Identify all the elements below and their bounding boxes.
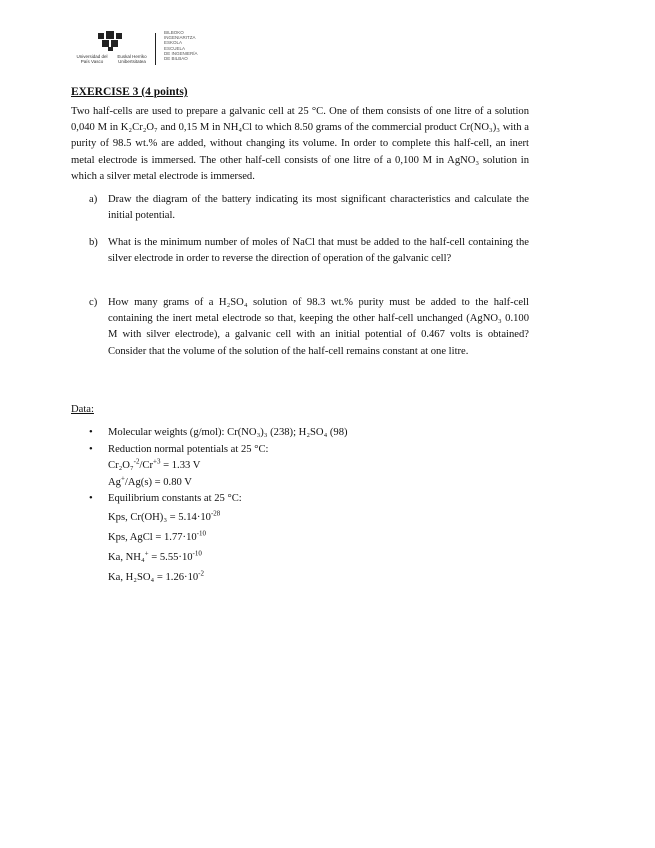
equilibrium-constants-heading: Equilibrium constants at 25 °C:	[108, 493, 242, 504]
question-text: What is the minimum number of moles of NaCl that must be added to the half-cell containing the silver electrode in order to reverse the direction of operation of the galvanic cell?	[108, 237, 529, 265]
question-label: b)	[89, 237, 98, 248]
list-item	[89, 528, 529, 548]
question-label: c)	[89, 297, 98, 308]
logo-caption-right: Euskal Herriko Unibertsitatea	[117, 54, 147, 64]
data-heading: Data:	[71, 404, 94, 415]
list-item	[89, 548, 529, 568]
data-list	[89, 425, 529, 588]
bullet-icon: •	[89, 493, 93, 504]
school-name: BILBOKO INGENIARITZA ESKOLA ESCUELA DE INGENIERÍA DE BILBAO	[164, 30, 198, 62]
ka-sulfuric-acid: Ka, $H_2SO_4 = 1.26\cdot 10^{-2}$	[108, 568, 205, 583]
potential-silver: Ag+/Ag(s) = 0.80 V	[108, 473, 192, 488]
exercise-title: EXERCISE 3 (4 points)	[71, 86, 188, 98]
question-b	[89, 235, 529, 267]
list-item	[89, 425, 529, 442]
list-item	[89, 475, 529, 492]
potential-dichromate: $Cr_2O_7^{-2}/Cr^{+3} = 1.33$ V	[108, 457, 201, 471]
list-item	[89, 491, 529, 508]
ka-ammonium: Ka, $NH_4^+ = 5.55\cdot 10^{-10}$	[108, 548, 202, 563]
logo-caption-left: Universidad del País Vasco	[76, 54, 108, 64]
list-item	[89, 458, 529, 475]
question-c	[89, 295, 529, 360]
question-text: How many grams of a H₂SO₄ solution of 98.3 wt.% purity must be added to the half-cell containing the inert metal electrode so that, keeping the other half-cell unchanged (AgNO₃ 0.100 M with silver electrode), a galvanic cell with an initial potential of 0.467 volts is obtained? Consider that the volume of the solution of the half-cell remains constant at one litre.	[108, 297, 529, 357]
list-item	[89, 568, 529, 588]
molecular-weights: Molecular weights (g/mol): Cr(NO₃)₃ (238); H₂SO₄ (98)	[108, 427, 348, 438]
bullet-icon: •	[89, 427, 93, 438]
list-item	[89, 508, 529, 528]
list-item	[89, 442, 529, 459]
header-divider	[155, 33, 156, 65]
university-logo-icon	[96, 30, 126, 52]
question-text: Draw the diagram of the battery indicating its most significant characteristics and calculate the initial potential.	[108, 194, 529, 222]
institution-header	[74, 28, 274, 70]
exercise-statement: Two half-cells are used to prepare a galvanic cell at 25 °C. One of them consists of one litre of a solution 0,040 M in K₂Cr₂O₇ and 0,15 M in NH₄Cl to which 8.50 grams of the commercial product Cr(NO₃)₃ with a purity of 98.5 wt.% are added, without changing its volume. In order to complete this half-cell, an inert metal electrode is immersed. The other half-cell consists of one litre of a 0,100 M in AgNO₃ solution in which a silver metal electrode is immersed.	[71, 106, 529, 182]
kps-silver-chloride: Kps, AgCl = $1.77\cdot 10^{-10}$	[108, 528, 207, 543]
reduction-potentials-heading: Reduction normal potentials at 25 °C:	[108, 443, 269, 455]
question-label: a)	[89, 194, 98, 205]
bullet-icon: •	[89, 443, 93, 455]
question-a	[89, 192, 529, 224]
kps-chromium-hydroxide: Kps, $Cr(OH)_3 = 5.14\cdot 10^{-28}$	[108, 508, 221, 523]
